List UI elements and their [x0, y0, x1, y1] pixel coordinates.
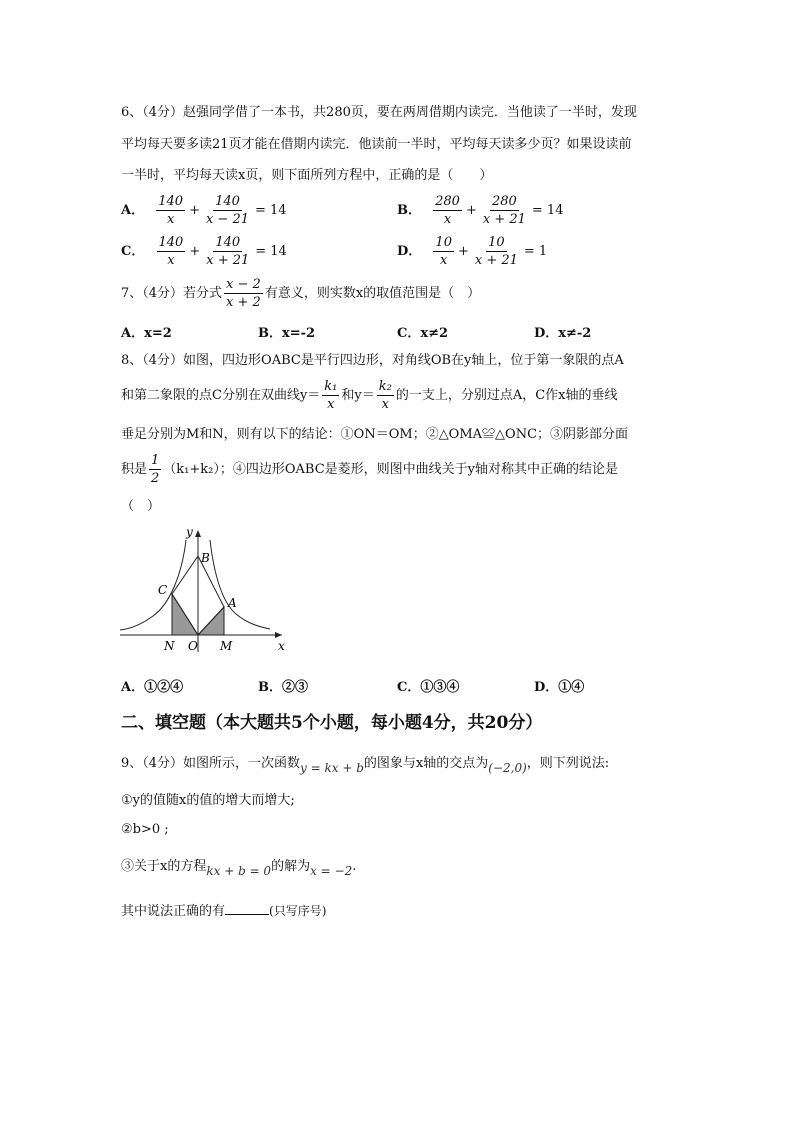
q6-option-d: D． $\frac{10}{x}$ + $\frac{10}{x + 21}$ = 1: [397, 235, 548, 268]
q9-item-1: ①y的值随x的值的增大而增大;: [121, 793, 295, 808]
q6-option-a: A． $\frac{140}{x}$ + $\frac{140}{x - 21}$ = 14: [121, 194, 287, 227]
fraction: $\frac{140}{x}$: [158, 194, 184, 227]
answer-blank[interactable]: [225, 902, 269, 915]
q8-line-3: 垂足分别为M和N，则有以下的结论：①ON＝OM；②△OMA≌△ONC；③阴影部分面: [121, 427, 629, 442]
y-axis-arrow: [195, 530, 201, 537]
fraction: $\frac{10}{x + 21}$: [474, 235, 518, 268]
q7-stem: 7、（4分）若分式 $\frac{x - 2}{x + 2}$ 有意义，则实数x的取值范围是（ ）: [121, 277, 481, 310]
q8-option-d: D．①④: [534, 680, 585, 695]
fraction: $\frac{1}{2}$: [151, 453, 160, 486]
q8-option-b: B．②③: [258, 680, 308, 695]
label-m: M: [220, 639, 233, 653]
label-y: y: [186, 525, 193, 539]
q6-line-2: 平均每天要多读21页才能在借期内读完．他读前一半时，平均每天读多少页？如果设读前: [121, 137, 632, 152]
fraction: $\frac{140}{x + 21}$: [206, 235, 250, 268]
q9-item-3: ③关于x的方程kx + b = 0的解为x = −2.: [121, 859, 357, 878]
q6-option-c: C． $\frac{140}{x}$ + $\frac{140}{x + 21}$ = 14: [121, 235, 287, 268]
q7-option-d: D．x≠-2: [534, 326, 592, 341]
fraction: $\frac{x - 2}{x + 2}$: [226, 277, 261, 310]
q7-option-a: A．x=2: [121, 326, 172, 341]
q8-figure: [118, 522, 290, 656]
fraction: $\frac{140}{x}$: [158, 235, 184, 268]
q6-option-b: B． $\frac{280}{x}$ + $\frac{280}{x + 21}$ = 14: [397, 194, 564, 227]
fraction: $\frac{140}{x - 21}$: [205, 194, 249, 227]
q8-line-1: 8、（4分）如图，四边形OABC是平行四边形，对角线OB在y轴上，位于第一象限的点A: [121, 353, 624, 368]
q9-question: 其中说法正确的有 (只写序号): [121, 904, 327, 919]
q7-option-c: C．x≠2: [397, 326, 449, 341]
fraction: $\frac{\text{k₁}}{x}$: [324, 379, 338, 412]
q8-line-5: （ ）: [121, 499, 161, 514]
q8-option-a: A．①②④: [121, 680, 184, 695]
q9-item-2: ②b>0 ;: [121, 822, 169, 837]
fraction: $\frac{10}{x}$: [435, 235, 452, 268]
q8-line-2: 和第二象限的点C分别在双曲线y＝ $\frac{\text{k₁}}{x}$ 和y＝ $\frac{\text{k₂}}{x}$ 的一支上，分别过点A，C作x轴的垂线: [121, 379, 618, 412]
q7-option-b: B．x=-2: [258, 326, 316, 341]
q8-line-4: 积是 $\frac{1}{2}$ （k₁+k₂）；④四边形OABC是菱形，则图中曲线关于y轴对称其中正确的结论是: [121, 453, 618, 486]
section-title-fill-blank: 二、填空题（本大题共5个小题，每小题4分，共20分）: [121, 713, 543, 733]
q6-line-1: 6、（4分）赵强同学借了一本书，共280页，要在两周借期内读完．当他读了一半时，发现: [121, 105, 637, 120]
label-o: O: [188, 639, 198, 653]
fraction: $\frac{\text{k₂}}{x}$: [378, 379, 392, 412]
x-axis-arrow: [275, 632, 282, 638]
label-b: B: [201, 551, 210, 565]
label-c: C: [158, 583, 168, 597]
q8-option-c: C．①③④: [397, 680, 460, 695]
label-a: A: [228, 596, 237, 610]
fraction: $\frac{280}{x}$: [435, 194, 460, 227]
label-x: x: [278, 639, 285, 653]
q9-line-1: 9、（4分）如图所示，一次函数y = kx + b的图象与x轴的交点为(−2,0)，则下列说法:: [121, 756, 610, 775]
fraction: $\frac{280}{x + 21}$: [482, 194, 526, 227]
q6-line-3: 一半时，平均每天读x页，则下面所列方程中，正确的是（ ）: [121, 168, 493, 183]
label-n: N: [164, 639, 175, 653]
